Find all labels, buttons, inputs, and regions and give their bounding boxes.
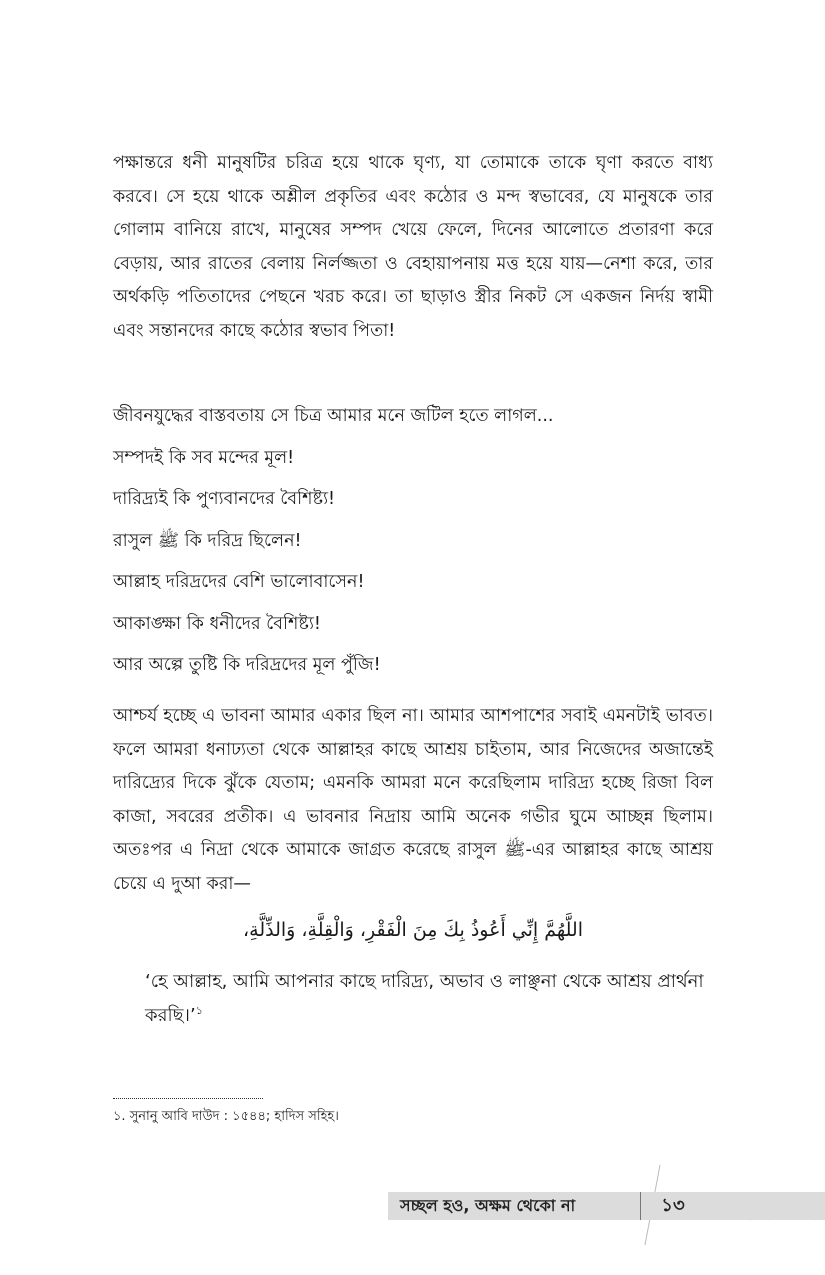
list-item: জীবনযুদ্ধের বাস্তবতায় সে চিত্র আমার মনে জটিল হতে লাগল...	[113, 406, 554, 426]
list-item: রাসুল ﷺ কি দরিদ্র ছিলেন!	[113, 530, 302, 551]
footnote-marker[interactable]: ১	[195, 1004, 203, 1017]
arabic-dua: اللَّهُمَّ إِنِّي أَعُوذُ بِكَ مِنَ الْفَقْرِ، وَالْقِلَّةِ، وَالذِّلَّةِ،	[243, 919, 583, 941]
footer-divider	[640, 1192, 641, 1220]
list-item: আর অল্পে তুষ্টি কি দরিদ্রদের মূল পুঁজি!	[113, 655, 381, 675]
rhetorical-questions-list	[113, 396, 713, 687]
list-item: সম্পদই কি সব মন্দের মূল!	[113, 447, 295, 468]
list-item: আকাঙ্ক্ষা কি ধনীদের বৈশিষ্ট্য!	[113, 613, 321, 634]
list-item: আল্লাহ দরিদ্রদের বেশি ভালোবাসেন!	[113, 572, 365, 592]
body-paragraph-2: আশ্চর্য হচ্ছে এ ভাবনা আমার একার ছিল না। আমার আশপাশের সবাই এমনটাই ভাবত। ফলে আমরা ধনাঢ্যতা থেকে আল্লাহর কাছে আশ্রয় চাইতাম, আর নিজেদের অজান্তেই দারিদ্র্যের দিকে ঝুঁকে যেতাম; এমনকি আমরা মনে করেছিলাম দারিদ্র্য হচ্ছে রিজা বিল কাজা, সবরের প্রতীক। এ ভাবনার নিদ্রায় আমি অনেক গভীর ঘুমে আচ্ছন্ন ছিলাম। অতঃপর এ নিদ্রা থেকে আমাকে জাগ্রত করেছে রাসুল ﷺ-এর আল্লাহর কাছে আশ্রয় চেয়ে এ দুআ করা—	[113, 706, 713, 894]
footnote-separator	[113, 1098, 263, 1099]
translation-text: ‘হে আল্লাহ, আমি আপনার কাছে দারিদ্র্য, অভাব ও লাঞ্ছনা থেকে আশ্রয় প্রার্থনা করছি।’	[145, 971, 704, 1026]
body-paragraph-1: পক্ষান্তরে ধনী মানুষটির চরিত্র হয়ে থাকে ঘৃণ্য, যা তোমাকে তাকে ঘৃণা করতে বাধ্য করবে। সে হয়ে থাকে অশ্লীল প্রকৃতির এবং কঠোর ও মন্দ স্বভাবের, যে মানুষকে তার গোলাম বানিয়ে রাখে, মানুষের সম্পদ খেয়ে ফেলে, দিনের আলোতে প্রতারণা করে বেড়ায়, আর রাতের বেলায় নির্লজ্জতা ও বেহায়াপনায় মত্ত হয়ে যায়—নেশা করে, তার অর্থকড়ি পতিতাদের পেছনে খরচ করে। তা ছাড়াও স্ত্রীর নিকট সে একজন নির্দয় স্বামী এবং সন্তানদের কাছে কঠোর স্বভাব পিতা!	[113, 153, 713, 341]
dua-translation	[145, 965, 705, 1033]
list-item: দারিদ্র্যই কি পুণ্যবানদের বৈশিষ্ট্য!	[113, 489, 336, 509]
running-footer-title: সচ্ছল হও, অক্ষম থেকো না	[400, 1196, 576, 1215]
page-number: ১৩	[661, 1195, 685, 1216]
footnote: ১. সুনানু আবি দাউদ : ১৫৪৪; হাদিস সহিহ।	[113, 1109, 339, 1124]
